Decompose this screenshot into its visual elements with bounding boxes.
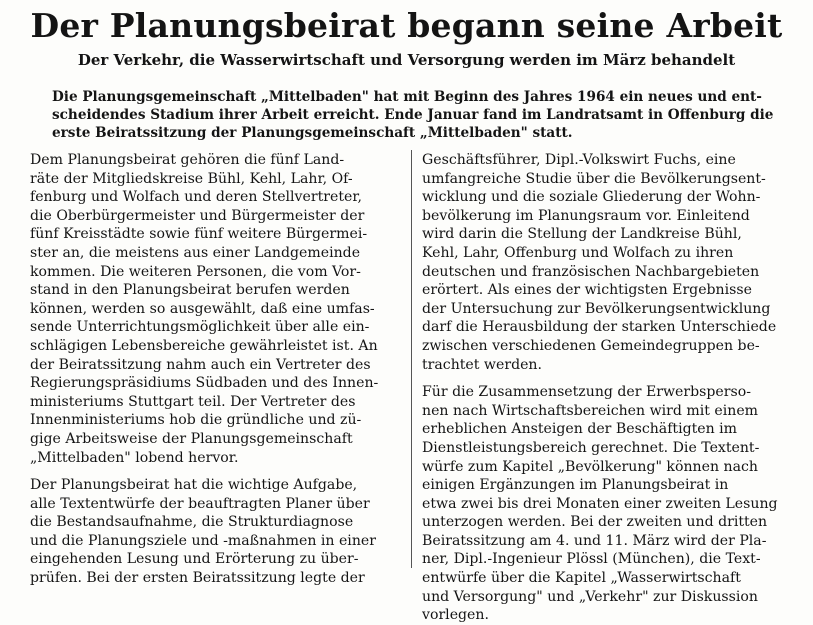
left-paragraph-2	[30, 476, 405, 588]
text-line: vorlegen.	[422, 607, 489, 624]
text-line: würfe zum Kapitel „Bevölkerung" können nach	[422, 458, 758, 475]
text-line: eingehenden Lesung und Erörterung zu über-	[30, 551, 359, 568]
text-line: nen nach Wirtschaftsbereichen wird mit einem	[422, 402, 759, 419]
text-line: darf die Herausbildung der starken Unterschiede	[422, 319, 777, 336]
lead-line: erste Beiratssitzung der Planungsgemeinschaft „Mittelbaden" statt.	[52, 125, 573, 141]
text-line: deutschen und französischen Nachbargebieten	[422, 263, 760, 280]
right-column	[422, 151, 797, 625]
text-line: etwa zwei bis drei Monaten einer zweiten Lesung	[422, 495, 778, 512]
lead-paragraph	[52, 88, 784, 142]
text-line: wicklung und die soziale Gliederung der Wohn-	[422, 189, 761, 206]
lead-line: Die Planungsgemeinschaft „Mittelbaden" hat mit Beginn des Jahres 1964 ein neues und ent-	[52, 89, 762, 105]
text-line: Kehl, Lahr, Offenburg und Wolfach zu ihren	[422, 244, 734, 261]
text-line: zwischen verschiedenen Gemeindegruppen be-	[422, 337, 760, 354]
paragraph-gap	[422, 374, 797, 383]
text-line: die Oberbürgermeister und Bürgermeister der	[30, 207, 365, 224]
text-line: und Versorgung" und „Verkehr" zur Diskussion	[422, 588, 758, 605]
paragraph-gap	[30, 467, 405, 476]
right-paragraph-1	[422, 151, 797, 374]
text-line: Innenministeriums hob die gründliche und zü-	[30, 412, 362, 429]
text-line: der Beiratssitzung nahm auch ein Vertreter des	[30, 356, 371, 373]
right-paragraph-2	[422, 383, 797, 625]
text-line: Regierungspräsidiums Südbaden und des Innen-	[30, 375, 379, 392]
headline: Der Planungsbeirat begann seine Arbeit	[30, 6, 783, 45]
text-line: stand in den Planungsbeirat berufen werden	[30, 282, 350, 299]
text-line: umfangreiche Studie über die Bevölkerungsent-	[422, 170, 766, 187]
text-line: „Mittelbaden" lobend hervor.	[30, 449, 239, 466]
text-line: können, werden so ausgewählt, daß eine umfas-	[30, 300, 375, 317]
text-line: bevölkerung im Planungsraum vor. Einleitend	[422, 207, 750, 224]
text-line: alle Textentwürfe der beauftragten Planer über	[30, 495, 370, 512]
text-line: Geschäftsführer, Dipl.-Volkswirt Fuchs, eine	[422, 152, 736, 168]
text-line: die Bestandsaufnahme, die Strukturdiagnose	[30, 514, 354, 531]
text-line: einigen Ergänzungen im Planungsbeirat in	[422, 477, 729, 494]
text-line: ministeriums Stuttgart teil. Der Vertreter des	[30, 393, 356, 410]
text-line: wird darin die Stellung der Landkreise Bühl,	[422, 226, 742, 243]
text-line: Dienstleistungsbereich gerechnet. Die Textent-	[422, 439, 760, 456]
left-column	[30, 151, 405, 588]
text-line: schlägigen Lebensbereiche gewährleistet ist. An	[30, 337, 378, 354]
text-line: ster an, die meistens aus einer Landgemeinde	[30, 244, 361, 261]
text-line: sende Unterrichtungsmöglichkeit über alle ein-	[30, 319, 370, 336]
text-line: Dem Planungsbeirat gehören die fünf Land-	[30, 152, 345, 168]
text-line: gige Arbeitsweise der Planungsgemeinschaft	[30, 430, 353, 447]
text-line: trachtet werden.	[422, 356, 542, 373]
column-divider	[411, 150, 412, 568]
text-line: entwürfe über die Kapitel „Wasserwirtschaft	[422, 570, 741, 587]
text-line: ner, Dipl.-Ingenieur Plössl (München), die Text-	[422, 551, 761, 568]
lead-line: scheidendes Stadium ihrer Arbeit erreicht. Ende Januar fand im Landratsamt in Offenburg die	[52, 107, 774, 123]
text-line: kommen. Die weiteren Personen, die vom Vor-	[30, 263, 361, 280]
text-line: Für die Zusammensetzung der Erwerbsperso-	[422, 384, 751, 401]
text-line: erheblichen Ansteigen der Beschäftigten im	[422, 421, 738, 438]
text-line: Der Planungsbeirat hat die wichtige Aufgabe,	[30, 477, 358, 494]
text-line: fenburg und Wolfach und deren Stellvertreter,	[30, 189, 363, 206]
text-line: fünf Kreisstädte sowie fünf weitere Bürgermei-	[30, 226, 368, 243]
subheadline: Der Verkehr, die Wasserwirtschaft und Versorgung werden im März behandelt	[77, 51, 736, 69]
text-line: unterzogen werden. Bei der zweiten und dritten	[422, 514, 768, 531]
text-line: räte der Mitgliedskreise Bühl, Kehl, Lahr, Of-	[30, 170, 353, 187]
text-line: Beiratssitzung am 4. und 11. März wird der Pla-	[422, 532, 767, 549]
text-line: prüfen. Bei der ersten Beiratssitzung legte der	[30, 570, 365, 587]
text-line: erörtert. Als eines der wichtigsten Ergebnisse	[422, 282, 752, 299]
text-line: und die Planungsziele und -maßnahmen in einer	[30, 532, 376, 549]
text-line: der Untersuchung zur Bevölkerungsentwicklung	[422, 300, 771, 317]
left-paragraph-1	[30, 151, 405, 467]
